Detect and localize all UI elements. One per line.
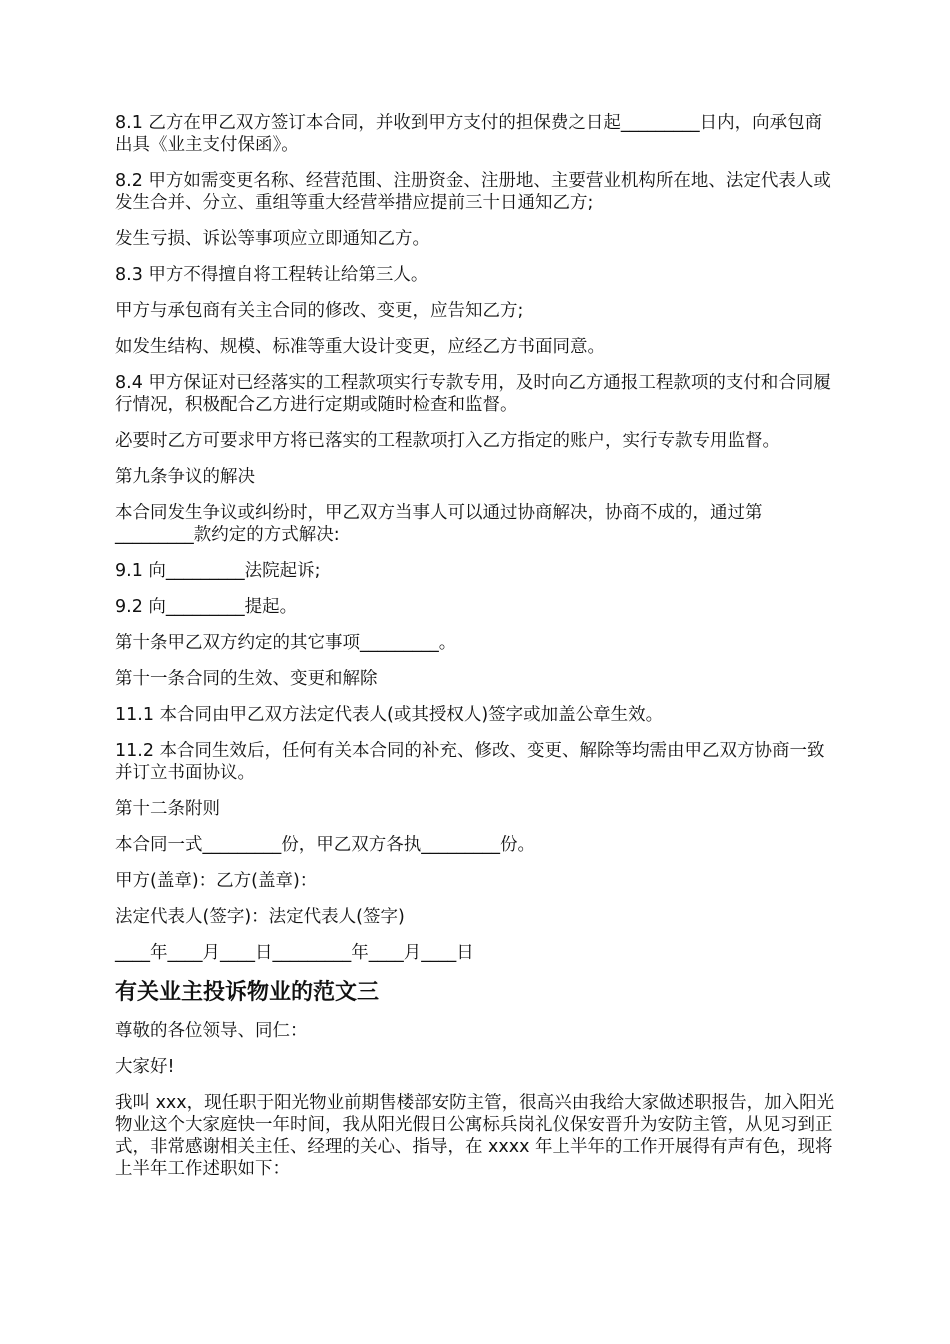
document-page bbox=[115, 112, 837, 1194]
article-11-title: 第十一条合同的生效、变更和解除 bbox=[115, 669, 378, 689]
paragraph-9-2: 9.2 向_________提起。 bbox=[115, 597, 298, 617]
paragraph-design-changes: 如发生结构、规模、标准等重大设计变更，应经乙方书面同意。 bbox=[115, 337, 605, 357]
paragraph-copies: 本合同一式_________份，甲乙双方各执_________份。 bbox=[115, 835, 535, 855]
paragraph-dates: ____年____月____日_________年____月____日 bbox=[115, 943, 474, 963]
paragraph-special-account: 必要时乙方可要求甲方将已落实的工程款项打入乙方指定的账户，实行专款专用监督。 bbox=[115, 431, 780, 451]
paragraph-11-2: 11.2 本合同生效后，任何有关本合同的补充、修改、变更、解除等均需由甲乙双方协商一致并订立书面协议。 bbox=[115, 741, 825, 783]
paragraph-9-1: 9.1 向_________法院起诉; bbox=[115, 561, 321, 581]
article-12-title: 第十二条附则 bbox=[115, 799, 220, 819]
paragraph-greeting: 尊敬的各位领导、同仁： bbox=[115, 1021, 308, 1041]
section-heading: 有关业主投诉物业的范文三 bbox=[115, 980, 380, 1005]
paragraph-introduction: 我叫 xxx，现任职于阳光物业前期售楼部安防主管，很高兴由我给大家做述职报告，加入阳光物业这个大家庭快一年时间，我从阳光假日公寓标兵岗礼仪保安晋升为安防主管，从见习到正式，非常感谢相关主任、经理的关心、指导，在 xxxx 年上半年的工作开展得有声有色，现将上半年工作述职如下： bbox=[115, 1093, 835, 1179]
paragraph-seals: 甲方(盖章)：乙方(盖章)： bbox=[115, 871, 318, 891]
paragraph-8-2: 8.2 甲方如需变更名称、经营范围、注册资金、注册地、主要营业机构所在地、法定代表人或发生合并、分立、重组等重大经营举措应提前三十日通知乙方; bbox=[115, 171, 831, 213]
paragraph-8-3: 8.3 甲方不得擅自将工程转让给第三人。 bbox=[115, 265, 429, 285]
paragraph-11-1: 11.1 本合同由甲乙双方法定代表人(或其授权人)签字或加盖公章生效。 bbox=[115, 705, 664, 725]
paragraph-hello: 大家好! bbox=[115, 1057, 175, 1077]
paragraph-8-4: 8.4 甲方保证对已经落实的工程款项实行专款专用，及时向乙方通报工程款项的支付和合同履行情况，积极配合乙方进行定期或随时检查和监督。 bbox=[115, 373, 831, 415]
article-9-title: 第九条争议的解决 bbox=[115, 467, 255, 487]
paragraph-8-1: 8.1 乙方在甲乙双方签订本合同，并收到甲方支付的担保费之日起_________日内，向承包商出具《业主支付保函》。 bbox=[115, 113, 823, 155]
paragraph-contract-changes: 甲方与承包商有关主合同的修改、变更，应告知乙方; bbox=[115, 301, 524, 321]
paragraph-loss-notice: 发生亏损、诉讼等事项应立即通知乙方。 bbox=[115, 229, 430, 249]
paragraph-dispute: 本合同发生争议或纠纷时，甲乙双方当事人可以通过协商解决，协商不成的，通过第_________款约定的方式解决: bbox=[115, 503, 763, 545]
paragraph-signatures: 法定代表人(签字)：法定代表人(签字) bbox=[115, 907, 405, 927]
article-10: 第十条甲乙双方约定的其它事项_________。 bbox=[115, 633, 457, 653]
